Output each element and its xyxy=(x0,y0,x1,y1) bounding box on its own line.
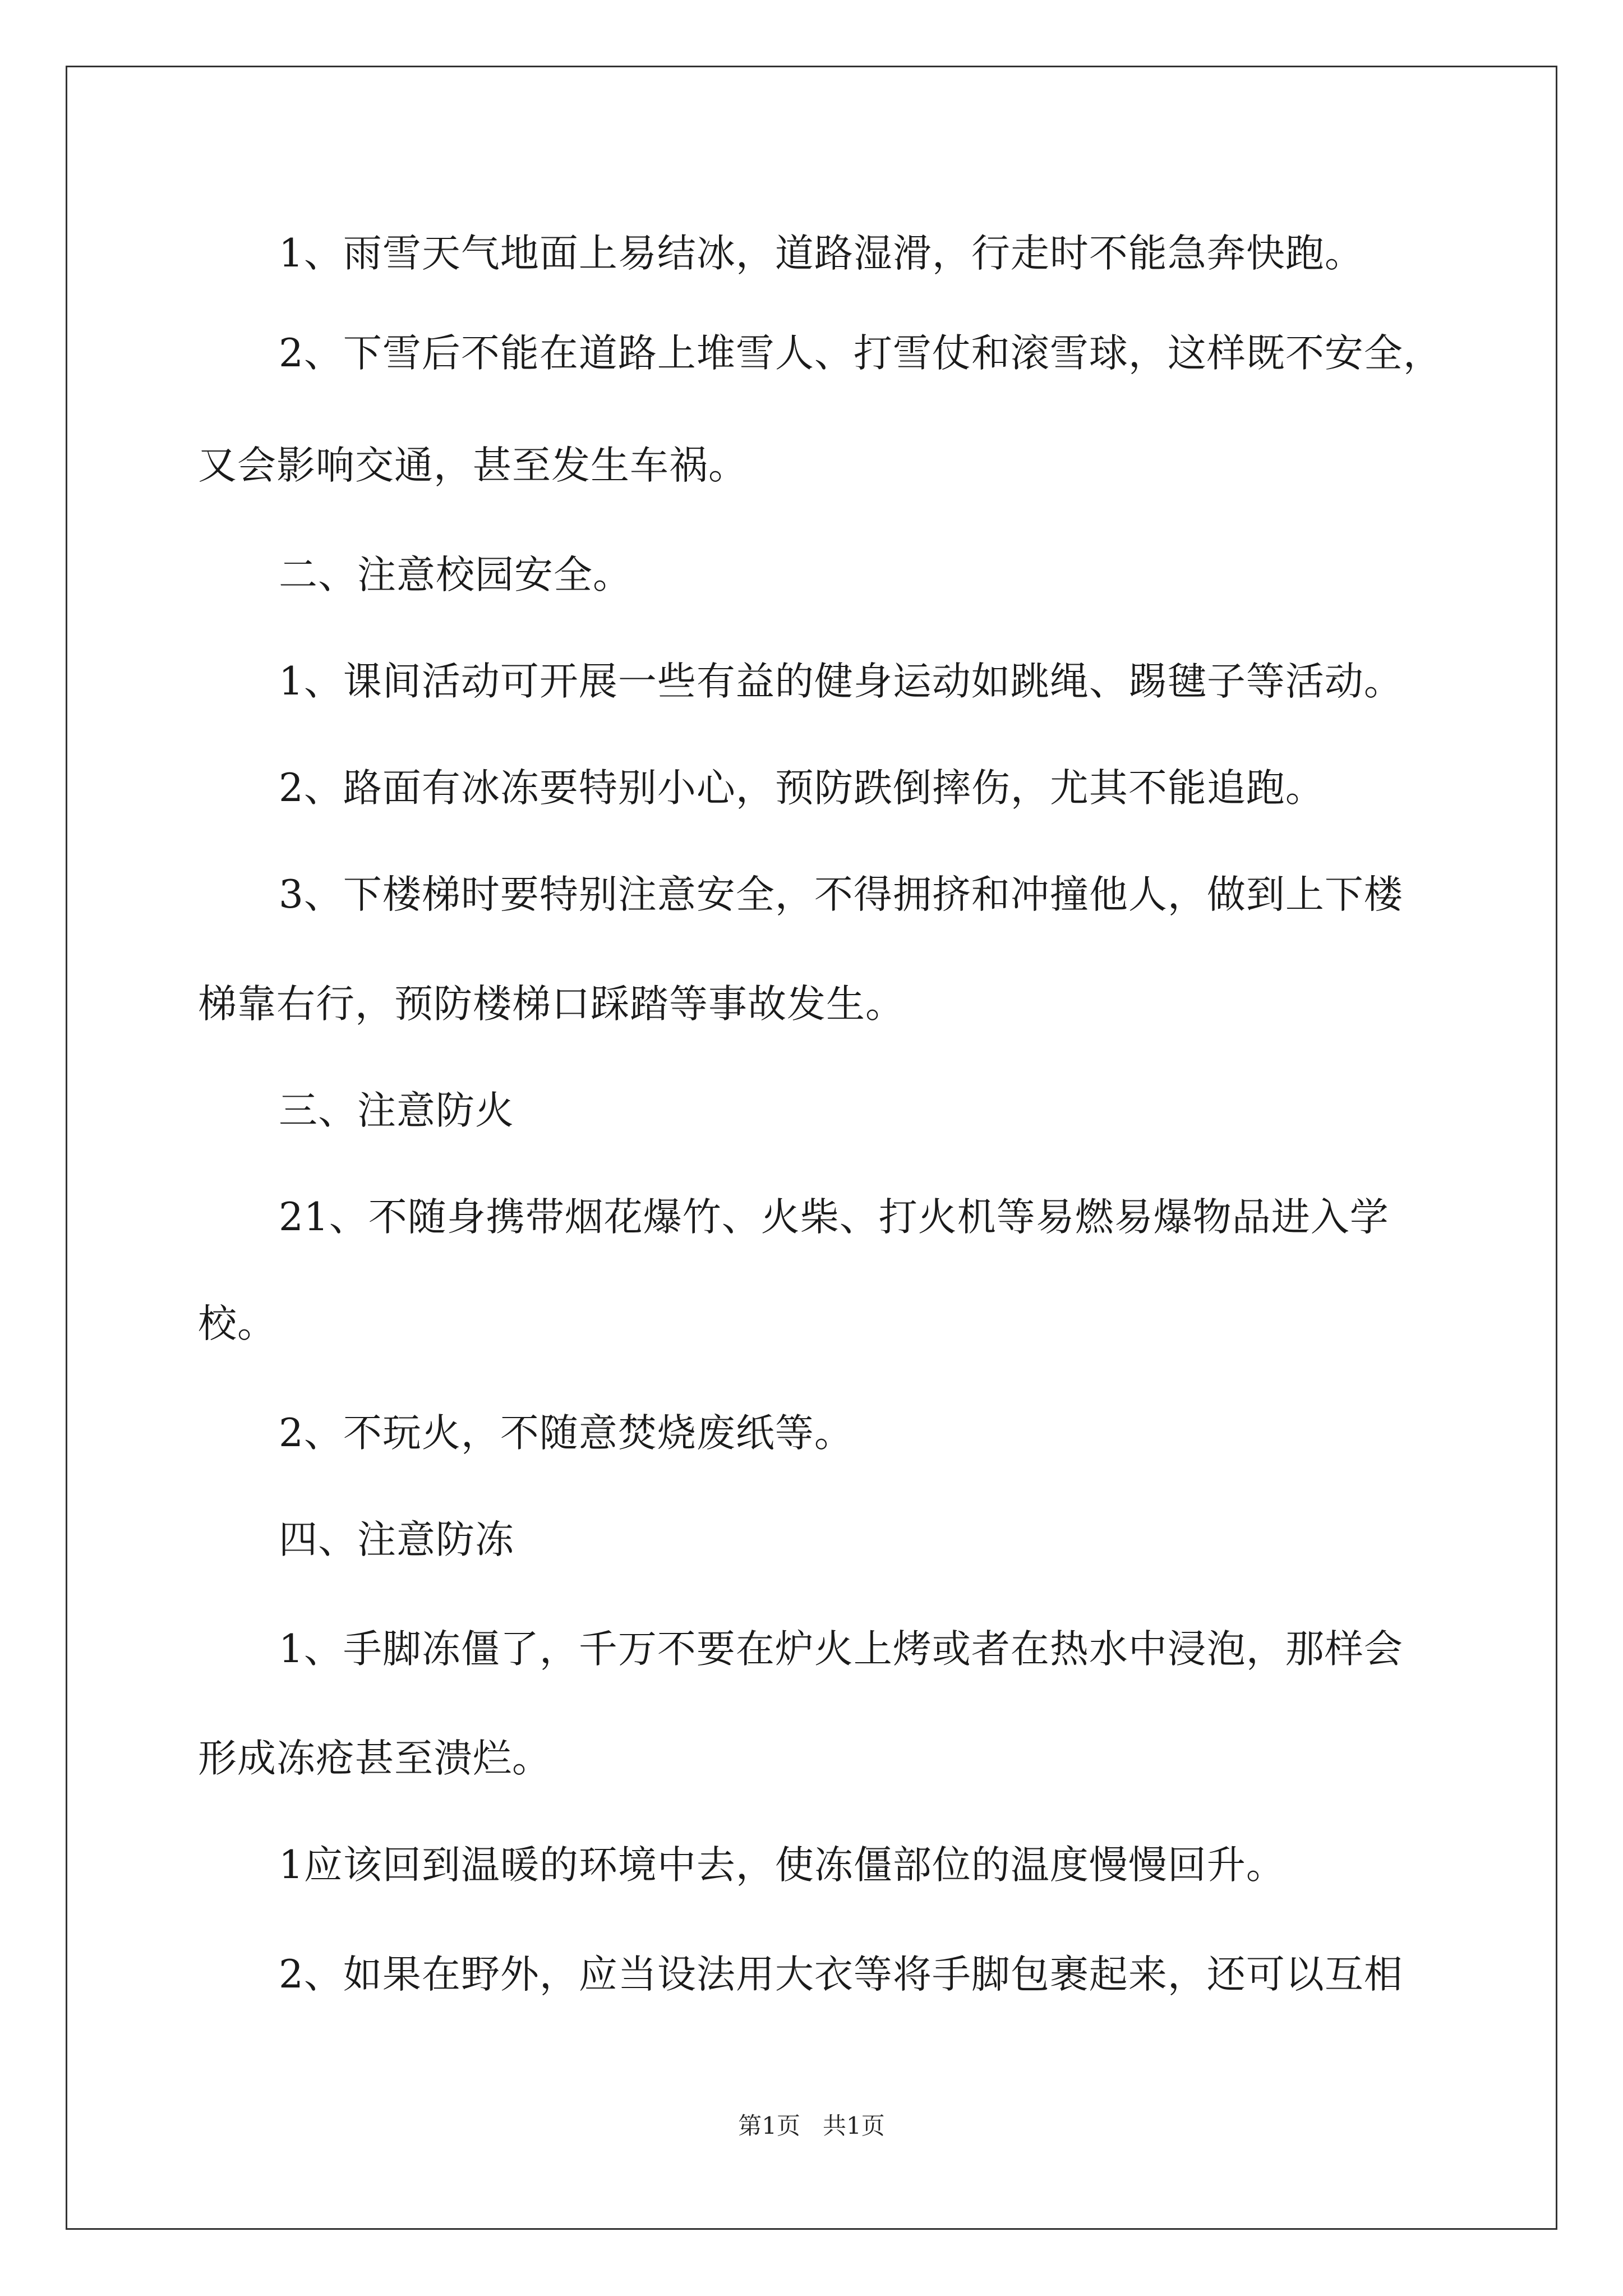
paragraph-line: 又会影响交通，甚至发生车祸。 xyxy=(198,443,748,488)
paragraph-line: 21、不随身携带烟花爆竹、火柴、打火机等易燃易爆物品进入学 xyxy=(279,1195,1389,1240)
section-heading: 四、注意防冻 xyxy=(279,1517,514,1562)
page-border xyxy=(66,66,1557,2230)
paragraph-line: 2、如果在野外，应当设法用大衣等将手脚包裹起来，还可以互相 xyxy=(279,1952,1403,1997)
paragraph-line: 1应该回到温暖的环境中去，使冻僵部位的温度慢慢回升。 xyxy=(279,1843,1285,1888)
paragraph-line: 1、手脚冻僵了，千万不要在炉火上烤或者在热水中浸泡，那样会 xyxy=(279,1627,1403,1672)
paragraph-line: 1、课间活动可开展一些有益的健身运动如跳绳、踢毽子等活动。 xyxy=(279,659,1403,704)
paragraph-line: 2、下雪后不能在道路上堆雪人、打雪仗和滚雪球，这样既不安全， xyxy=(279,331,1442,376)
paragraph-line: 形成冻疮甚至溃烂。 xyxy=(198,1736,551,1781)
paragraph-line: 梯靠右行，预防楼梯口踩踏等事故发生。 xyxy=(198,982,905,1027)
paragraph-line: 校。 xyxy=(198,1301,276,1346)
section-heading: 二、注意校园安全。 xyxy=(279,553,632,597)
paragraph-line: 2、路面有冰冻要特别小心，预防跌倒摔伤，尤其不能追跑。 xyxy=(279,766,1325,811)
paragraph-line: 3、下楼梯时要特别注意安全，不得拥挤和冲撞他人，做到上下楼 xyxy=(279,872,1403,917)
section-heading: 三、注意防火 xyxy=(279,1088,514,1133)
paragraph-line: 2、不玩火，不随意焚烧废纸等。 xyxy=(279,1411,854,1456)
paragraph-line: 1、雨雪天气地面上易结冰，道路湿滑，行走时不能急奔快跑。 xyxy=(279,231,1364,276)
page-footer: 第1页 共1页 xyxy=(738,2112,885,2139)
